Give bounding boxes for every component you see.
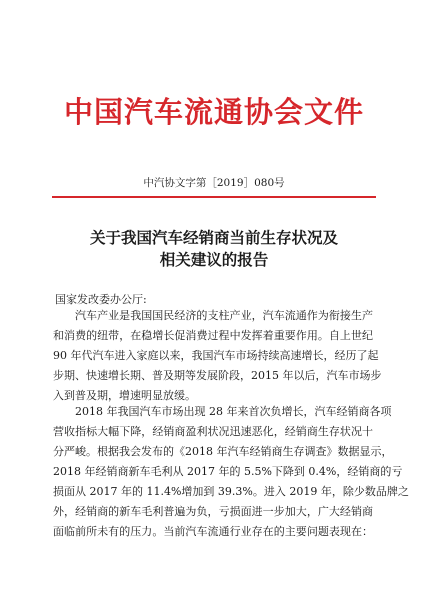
document-number: 中汽协文字第［2019］080号 [143,177,285,189]
paragraph-line: 分严峻。根据我会发布的《2018 年汽车经销商生存调查》数据显示， [53,445,393,458]
paragraph-line: 90 年代汽车进入家庭以来，我国汽车市场持续高速增长，经历了起 [53,349,379,362]
report-title-line-2: 相关建议的报告 [159,251,269,269]
paragraph-1 [53,306,382,406]
paragraph-line: 外，经销商的新车毛利普遍为负，亏损面进一步加大，广大经销商 [53,505,373,518]
paragraph-line: 2018 年经销商新车毛利从 2017 年的 5.5%下降到 0.4%，经销商的亏 [53,465,403,478]
header-divider [52,196,376,198]
paragraph-2 [53,402,409,542]
paragraph-line: 入到普及期，增速明显放缓。 [53,389,196,402]
paragraph-line: 面临前所未有的压力。当前汽车流通行业存在的主要问题表现在： [53,525,373,538]
paragraph-line: 2018 年我国汽车市场出现 28 年来首次负增长，汽车经销商各项 [75,405,392,418]
org-header-title: 中国汽车流通协会文件 [63,95,364,129]
paragraph-line: 和消费的纽带，在稳增长促消费过程中发挥着重要作用。自上世纪 [53,329,373,342]
addressee: 国家发改委办公厅: [55,293,147,306]
paragraph-line: 汽车产业是我国国民经济的支柱产业，汽车流通作为衔接生产 [75,309,373,322]
report-title-line-1: 关于我国汽车经销商当前生存状况及 [89,229,338,247]
paragraph-line: 损面从 2017 年的 11.4%增加到 39.3%。进入 2019 年，除少数品牌之 [53,485,409,498]
paragraph-line: 营收指标大幅下降，经销商盈利状况迅速恶化，经销商生存状况十 [53,425,373,438]
paragraph-line: 步期、快速增长期、普及期等发展阶段，2015 年以后，汽车市场步 [53,369,382,382]
